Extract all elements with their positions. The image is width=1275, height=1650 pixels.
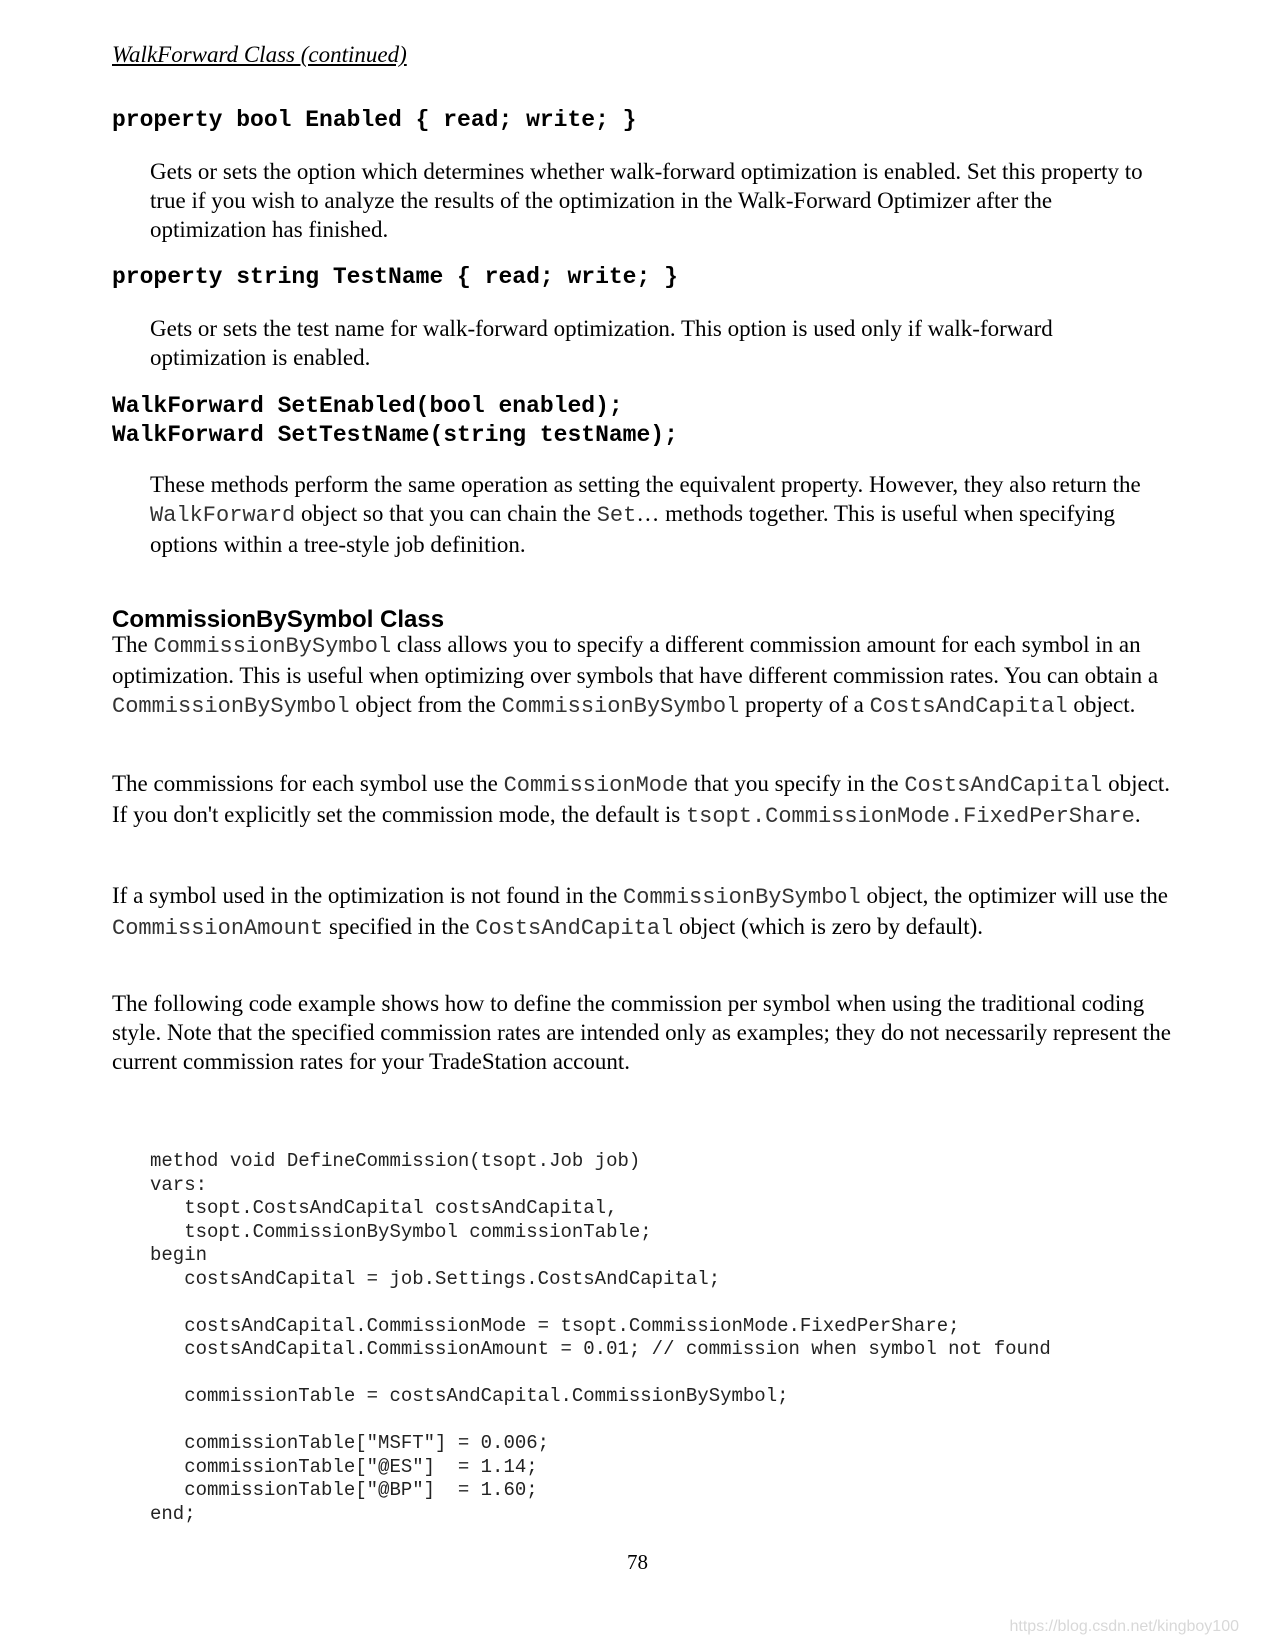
- inline-code: CostsAndCapital: [904, 773, 1103, 798]
- inline-code: CommissionBySymbol: [153, 634, 392, 659]
- inline-code: CostsAndCapital: [475, 916, 674, 941]
- inline-code: CostsAndCapital: [869, 694, 1068, 719]
- settestname-method-signature: WalkForward SetTestName(string testName);: [112, 422, 678, 448]
- inline-code: tsopt.CommissionMode.FixedPerShare: [685, 804, 1135, 829]
- methods-description: These methods perform the same operation as setting the equivalent property. However, they also return the WalkForward object so that you can chain the Set… methods together. This is useful when specifying options within a tree-style job definition.: [150, 472, 1141, 557]
- commission-mode-paragraph: The commissions for each symbol use the CommissionMode that you specify in the CostsAndCapital object. If you don't explicitly set the commission mode, the default is tsopt.CommissionMode.FixedPerShare.: [112, 771, 1171, 829]
- page-number: 78: [627, 1550, 648, 1574]
- code-example-block: method void DefineCommission(tsopt.Job job) vars: tsopt.CostsAndCapital costsAndCapital, tsopt.CommissionBySymbol commissionTable; begin costsAndCapital = job.Settings.CostsAndCapital; costsAndCapital.CommissionMode = tsopt.CommissionMode.FixedPerShare; costsAndCapital.CommissionAmount = 0.01; // commission when symbol not found commissionTable = costsAndCapital.CommissionBySymbol; commissionTable["MSFT"] = 0.006; commissionTable["@ES"] = 1.14; commissionTable["@BP"] = 1.60; end;: [150, 1150, 1051, 1525]
- inline-code: CommissionBySymbol: [501, 694, 740, 719]
- watermark: https://blog.csdn.net/kingboy100: [1009, 1618, 1239, 1635]
- setenabled-method-signature: WalkForward SetEnabled(bool enabled);: [112, 393, 623, 419]
- commission-by-symbol-intro: The CommissionBySymbol class allows you to specify a different commission amount for each symbol in an optimization. This is useful when optimizing over symbols that have different commission rates. You can obtain a CommissionBySymbol object from the CommissionBySymbol property of a CostsAndCapital object.: [112, 632, 1159, 719]
- inline-code: CommissionAmount: [112, 916, 324, 941]
- inline-code: CommissionBySymbol: [112, 694, 350, 719]
- symbol-not-found-paragraph: If a symbol used in the optimization is not found in the CommissionBySymbol object, the optimizer will use the CommissionAmount specified in the CostsAndCapital object (which is zero by default).: [112, 883, 1168, 941]
- inline-code: CommissionBySymbol: [623, 885, 861, 910]
- inline-code: WalkForward: [150, 503, 296, 528]
- enabled-property-signature: property bool Enabled { read; write; }: [112, 107, 637, 133]
- page-header: WalkForward Class (continued): [112, 42, 407, 67]
- enabled-property-description: Gets or sets the option which determines whether walk-forward optimization is enabled. Set this property to true if you wish to analyze the results of the optimization in the Walk-Forward Optimizer after the optimization has finished.: [150, 159, 1143, 242]
- inline-code: CommissionMode: [503, 773, 689, 798]
- inline-code: Set: [596, 503, 637, 528]
- code-example-intro: The following code example shows how to define the commission per symbol when using the traditional coding style. Note that the specified commission rates are intended only as examples; they do not necessarily represent the current commission rates for your TradeStation account.: [112, 991, 1171, 1074]
- testname-property-signature: property string TestName { read; write; }: [112, 264, 678, 290]
- testname-property-description: Gets or sets the test name for walk-forward optimization. This option is used only if walk-forward optimization is enabled.: [150, 316, 1053, 370]
- section-title: CommissionBySymbol Class: [112, 606, 445, 633]
